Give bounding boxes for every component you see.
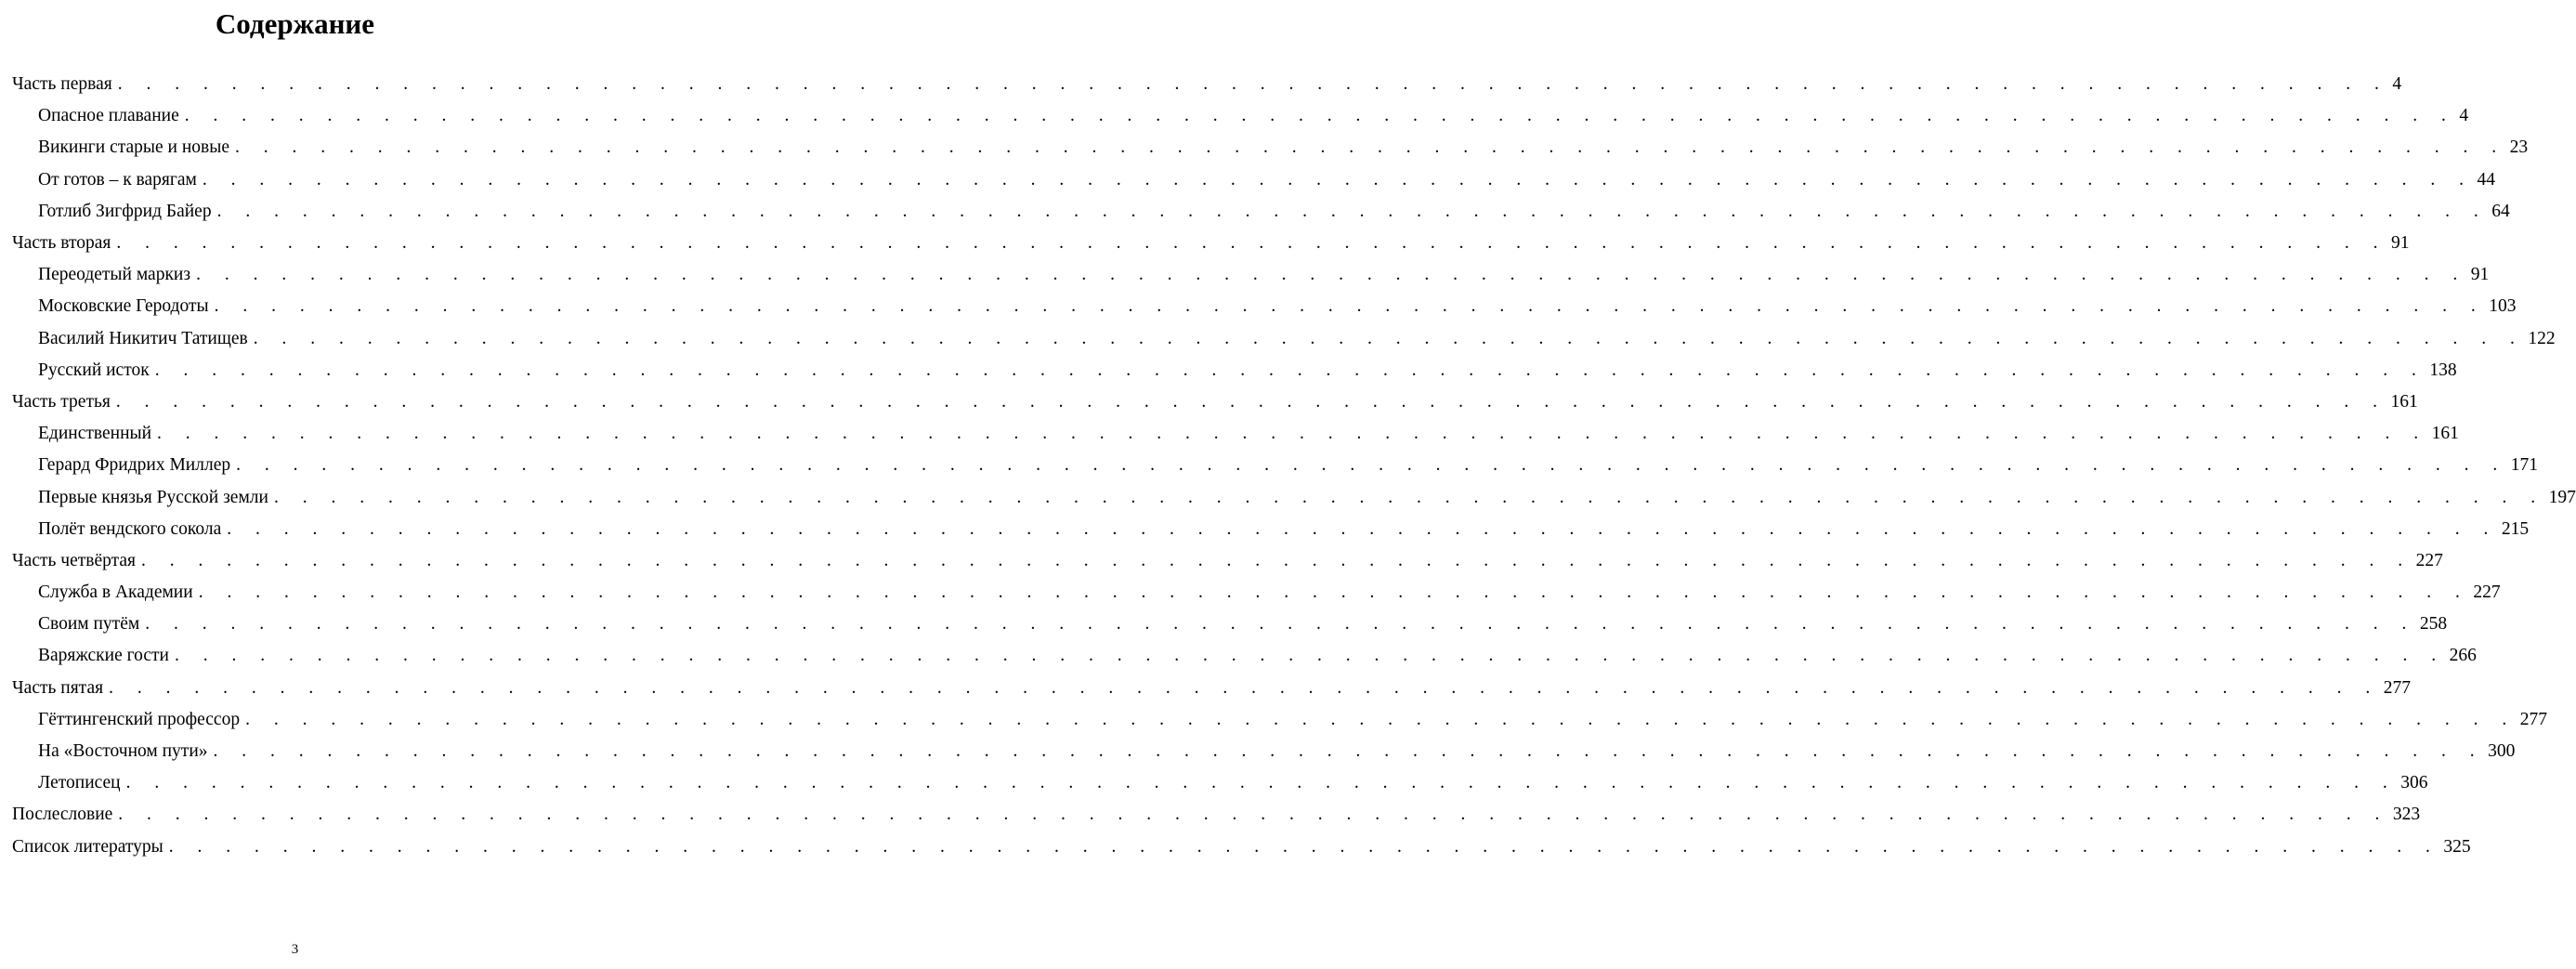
toc-dot-leader: . . . . . . . . . . . . . . . . . . . . . . . . . . . . . . . . . . . . . . . . . . . . . . . . . . . . . . . . . . . . . . . . . . . . . . . . . . . . . . . .	[118, 805, 2389, 825]
toc-entry-title: Полёт вендского сокола	[38, 518, 227, 541]
toc-entry-page: 161	[2386, 391, 2417, 413]
toc-dot-leader: . . . . . . . . . . . . . . . . . . . . . . . . . . . . . . . . . . . . . . . . . . . . . . . . . . . . . . . . . . . . . . . . . . . . . . . . . . . . . . . .	[273, 487, 2545, 507]
toc-dot-leader: . . . . . . . . . . . . . . . . . . . . . . . . . . . . . . . . . . . . . . . . . . . . . . . . . . . . . . . . . . . . . . . . . . . . . . . . . . . . . . . .	[216, 201, 2489, 221]
toc-dot-leader: . . . . . . . . . . . . . . . . . . . . . . . . . . . . . . . . . . . . . . . . . . . . . . . . . . . . . . . . . . . . . . . . . . . . . . . . . . . . . . . .	[145, 614, 2416, 635]
toc-entry-title: Послесловие	[12, 804, 118, 826]
toc-dot-leader: . . . . . . . . . . . . . . . . . . . . . . . . . . . . . . . . . . . . . . . . . . . . . . . . . . . . . . . . . . . . . . . . . . . . . . . . . . . . . . . .	[125, 773, 2398, 793]
toc-entry-page: 138	[2426, 360, 2456, 382]
toc-entry-title: От готов – к варягам	[38, 169, 203, 191]
toc-chapter-entry[interactable]	[0, 323, 2556, 355]
toc-part-entry[interactable]	[0, 799, 2421, 831]
toc-entry-title: Часть пятая	[12, 677, 109, 700]
toc-chapter-entry[interactable]	[0, 577, 2501, 609]
toc-entry-page: 277	[2517, 709, 2547, 731]
toc-dot-leader: . . . . . . . . . . . . . . . . . . . . . . . . . . . . . . . . . . . . . . . . . . . . . . . . . . . . . . . . . . . . . . . . . . . . . . . . . . . . . . . .	[141, 550, 2413, 570]
toc-chapter-entry[interactable]	[0, 100, 2469, 132]
toc-dot-leader: . . . . . . . . . . . . . . . . . . . . . . . . . . . . . . . . . . . . . . . . . . . . . . . . . . . . . . . . . . . . . . . . . . . . . . . . . . . . . . . .	[117, 74, 2389, 95]
toc-chapter-entry[interactable]	[0, 704, 2547, 736]
toc-part-entry[interactable]	[0, 673, 2411, 704]
toc-entry-page: 91	[2467, 264, 2490, 286]
page-title: Содержание	[215, 7, 375, 40]
toc-part-entry[interactable]	[0, 69, 2402, 100]
toc-chapter-entry[interactable]	[0, 736, 2516, 767]
toc-entry-page: 4	[2388, 73, 2401, 96]
toc-dot-leader: . . . . . . . . . . . . . . . . . . . . . . . . . . . . . . . . . . . . . . . . . . . . . . . . . . . . . . . . . . . . . . . . . . . . . . . . . . . . . . . .	[115, 391, 2387, 412]
toc-chapter-entry[interactable]	[0, 514, 2530, 545]
toc-chapter-entry[interactable]	[0, 450, 2538, 481]
toc-dot-leader: . . . . . . . . . . . . . . . . . . . . . . . . . . . . . . . . . . . . . . . . . . . . . . . . . . . . . . . . . . . . . . . . . . . . . . . . . . . . . . . .	[154, 360, 2426, 380]
toc-entry-title: Готлиб Зигфрид Байер	[38, 201, 217, 223]
toc-chapter-entry[interactable]	[0, 355, 2457, 386]
toc-entry-title: Список литературы	[12, 836, 169, 858]
toc-dot-leader: . . . . . . . . . . . . . . . . . . . . . . . . . . . . . . . . . . . . . . . . . . . . . . . . . . . . . . . . . . . . . . . . . . . . . . . . . . . . . . . .	[174, 646, 2446, 666]
toc-entry-page: 171	[2507, 454, 2538, 477]
table-of-contents	[0, 69, 2576, 863]
page-number: 3	[291, 942, 299, 957]
toc-chapter-entry[interactable]	[0, 609, 2448, 640]
toc-chapter-entry[interactable]	[0, 291, 2517, 322]
toc-entry-page: 300	[2484, 740, 2515, 763]
toc-part-entry[interactable]	[0, 545, 2443, 577]
toc-entry-page: 325	[2439, 836, 2470, 858]
toc-entry-title: Василий Никитич Татищев	[38, 328, 254, 350]
toc-chapter-entry[interactable]	[0, 164, 2495, 196]
toc-chapter-entry[interactable]	[0, 418, 2459, 450]
toc-chapter-entry[interactable]	[0, 132, 2529, 164]
toc-entry-title: Опасное плавание	[38, 105, 185, 127]
toc-entry-title: Часть третья	[12, 391, 116, 413]
toc-entry-title: Летописец	[38, 772, 126, 794]
toc-chapter-entry[interactable]	[0, 259, 2490, 291]
toc-entry-page: 197	[2545, 487, 2576, 509]
toc-dot-leader: . . . . . . . . . . . . . . . . . . . . . . . . . . . . . . . . . . . . . . . . . . . . . . . . . . . . . . . . . . . . . . . . . . . . . . . . . . . . . . . .	[157, 424, 2428, 444]
toc-entry-page: 306	[2397, 772, 2427, 794]
toc-dot-leader: . . . . . . . . . . . . . . . . . . . . . . . . . . . . . . . . . . . . . . . . . . . . . . . . . . . . . . . . . . . . . . . . . . . . . . . . . . . . . . . .	[235, 137, 2506, 158]
toc-entry-title: Часть четвёртая	[12, 550, 141, 572]
toc-part-entry[interactable]	[0, 228, 2410, 259]
toc-dot-leader: . . . . . . . . . . . . . . . . . . . . . . . . . . . . . . . . . . . . . . . . . . . . . . . . . . . . . . . . . . . . . . . . . . . . . . . . . . . . . . . .	[168, 836, 2440, 857]
toc-dot-leader: . . . . . . . . . . . . . . . . . . . . . . . . . . . . . . . . . . . . . . . . . . . . . . . . . . . . . . . . . . . . . . . . . . . . . . . . . . . . . . . .	[202, 169, 2474, 190]
toc-chapter-entry[interactable]	[0, 196, 2510, 228]
toc-entry-page: 64	[2488, 201, 2510, 223]
toc-chapter-entry[interactable]	[0, 767, 2428, 799]
toc-entry-title: Своим путём	[38, 613, 145, 635]
toc-entry-title: Герард Фридрих Миллер	[38, 454, 236, 477]
toc-entry-page: 323	[2389, 804, 2420, 826]
toc-entry-title: Единственный	[38, 423, 157, 445]
toc-dot-leader: . . . . . . . . . . . . . . . . . . . . . . . . . . . . . . . . . . . . . . . . . . . . . . . . . . . . . . . . . . . . . . . . . . . . . . . . . . . . . . . .	[214, 296, 2486, 317]
toc-entry-page: 277	[2380, 677, 2411, 700]
toc-entry-page: 161	[2428, 423, 2459, 445]
toc-entry-title: Варяжские гости	[38, 645, 175, 667]
toc-entry-page: 227	[2413, 550, 2443, 572]
toc-entry-title: Часть вторая	[12, 232, 116, 255]
toc-entry-page: 258	[2416, 613, 2447, 635]
toc-entry-page: 266	[2446, 645, 2477, 667]
toc-entry-title: Переодетый маркиз	[38, 264, 196, 286]
toc-entry-title: Часть первая	[12, 73, 118, 96]
toc-entry-page: 103	[2485, 295, 2516, 318]
toc-chapter-entry[interactable]	[0, 481, 2576, 513]
toc-entry-page: 44	[2474, 169, 2496, 191]
toc-dot-leader: . . . . . . . . . . . . . . . . . . . . . . . . . . . . . . . . . . . . . . . . . . . . . . . . . . . . . . . . . . . . . . . . . . . . . . . . . . . . . . . .	[109, 677, 2380, 698]
toc-dot-leader: . . . . . . . . . . . . . . . . . . . . . . . . . . . . . . . . . . . . . . . . . . . . . . . . . . . . . . . . . . . . . . . . . . . . . . . . . . . . . . . .	[245, 709, 2517, 729]
toc-entry-title: Викинги старые и новые	[38, 137, 235, 159]
toc-entry-page: 227	[2469, 582, 2500, 604]
toc-entry-title: Первые князья Русской земли	[38, 487, 274, 509]
toc-dot-leader: . . . . . . . . . . . . . . . . . . . . . . . . . . . . . . . . . . . . . . . . . . . . . . . . . . . . . . . . . . . . . . . . . . . . . . . . . . . . . . . .	[198, 583, 2470, 603]
toc-dot-leader: . . . . . . . . . . . . . . . . . . . . . . . . . . . . . . . . . . . . . . . . . . . . . . . . . . . . . . . . . . . . . . . . . . . . . . . . . . . . . . . .	[196, 265, 2467, 285]
toc-dot-leader: . . . . . . . . . . . . . . . . . . . . . . . . . . . . . . . . . . . . . . . . . . . . . . . . . . . . . . . . . . . . . . . . . . . . . . . . . . . . . . . .	[253, 328, 2525, 348]
toc-chapter-entry[interactable]	[0, 640, 2477, 672]
toc-dot-leader: . . . . . . . . . . . . . . . . . . . . . . . . . . . . . . . . . . . . . . . . . . . . . . . . . . . . . . . . . . . . . . . . . . . . . . . . . . . . . . . .	[227, 518, 2498, 539]
toc-part-entry[interactable]	[0, 386, 2418, 418]
toc-entry-page: 23	[2506, 137, 2529, 159]
toc-entry-title: Московские Геродоты	[38, 295, 215, 318]
toc-dot-leader: . . . . . . . . . . . . . . . . . . . . . . . . . . . . . . . . . . . . . . . . . . . . . . . . . . . . . . . . . . . . . . . . . . . . . . . . . . . . . . . .	[116, 233, 2388, 254]
toc-entry-title: На «Восточном пути»	[38, 740, 214, 763]
toc-entry-title: Служба в Академии	[38, 582, 199, 604]
toc-entry-title: Гёттингенский профессор	[38, 709, 245, 731]
toc-entry-page: 215	[2498, 518, 2529, 541]
toc-entry-page: 91	[2387, 232, 2410, 255]
toc-entry-title: Русский исток	[38, 360, 155, 382]
toc-dot-leader: . . . . . . . . . . . . . . . . . . . . . . . . . . . . . . . . . . . . . . . . . . . . . . . . . . . . . . . . . . . . . . . . . . . . . . . . . . . . . . . .	[184, 106, 2456, 126]
toc-entry-page: 122	[2524, 328, 2555, 350]
toc-dot-leader: . . . . . . . . . . . . . . . . . . . . . . . . . . . . . . . . . . . . . . . . . . . . . . . . . . . . . . . . . . . . . . . . . . . . . . . . . . . . . . . .	[236, 455, 2507, 476]
toc-entry-page: 4	[2455, 105, 2468, 127]
toc-part-entry[interactable]	[0, 832, 2471, 863]
toc-dot-leader: . . . . . . . . . . . . . . . . . . . . . . . . . . . . . . . . . . . . . . . . . . . . . . . . . . . . . . . . . . . . . . . . . . . . . . . . . . . . . . . .	[213, 741, 2485, 762]
